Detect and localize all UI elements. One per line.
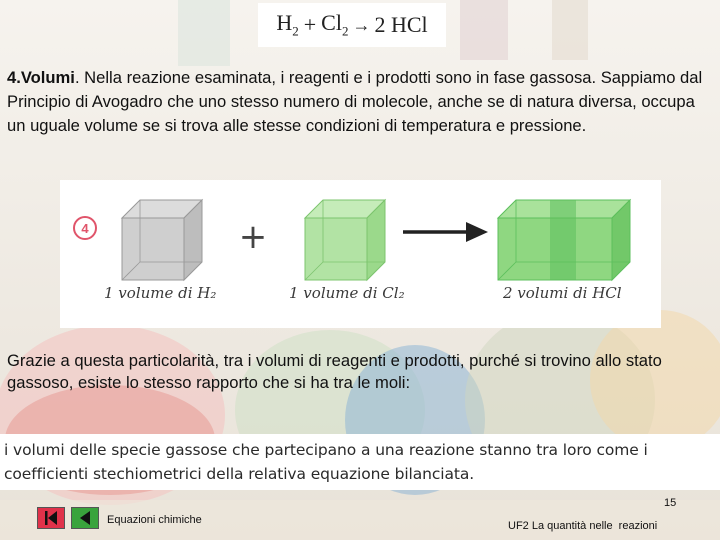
cube-hcl	[498, 200, 630, 280]
figure-plus: +	[238, 217, 268, 257]
label-h2: 1 volume di H₂	[104, 284, 217, 302]
paragraph-heading: 4.Volumi	[7, 68, 75, 87]
prev-arrow-icon	[38, 508, 64, 528]
product-hcl: 2 HCl	[374, 12, 428, 37]
chemical-equation	[258, 3, 446, 47]
next-slide-button[interactable]	[71, 507, 99, 529]
next-arrow-icon	[72, 508, 98, 528]
volume-figure	[60, 180, 661, 328]
reactant-cl2: $Cl_2$	[321, 10, 349, 39]
page-number: 15	[664, 497, 677, 509]
paragraph-volumi	[7, 66, 713, 138]
reactant-h2: $H_2$	[276, 10, 299, 39]
volume-diagram	[60, 180, 661, 328]
cube-cl2	[305, 200, 385, 280]
label-hcl: 2 volumi di HCl	[503, 284, 622, 302]
equation-arrow: →	[352, 14, 371, 35]
paragraph-text: . Nella reazione esaminata, i reagenti e i prodotti sono in fase gassosa. Sappiamo dal Principio di Avogadro che uno stesso numero di molecole, anche se di natura diversa, occupa un uguale volume se si trova alle stesse condizioni di temperatura e pressione.	[7, 68, 703, 135]
prev-slide-button[interactable]	[37, 507, 65, 529]
reaction-arrow-icon	[403, 222, 488, 242]
cube-h2	[122, 200, 202, 280]
equation-plus: +	[303, 12, 317, 37]
footer-title-left: Equazioni chimiche	[107, 514, 202, 526]
paragraph-ratio: Grazie a questa particolarità, tra i volumi di reagenti e prodotti, purché si trovino allo stato gassoso, esiste lo stesso rapporto che si ha tra le moli:	[7, 351, 662, 392]
figure-number: 4	[81, 221, 89, 236]
label-cl2: 1 volume di Cl₂	[289, 284, 405, 302]
footer-title-right: UF2 La quantità nelle reazioni	[508, 520, 658, 532]
rule-box: i volumi delle specie gassose che partecipano a una reazione stanno tra loro come i coefficienti stechiometrici della relativa equazione bilanciata.	[0, 434, 720, 490]
